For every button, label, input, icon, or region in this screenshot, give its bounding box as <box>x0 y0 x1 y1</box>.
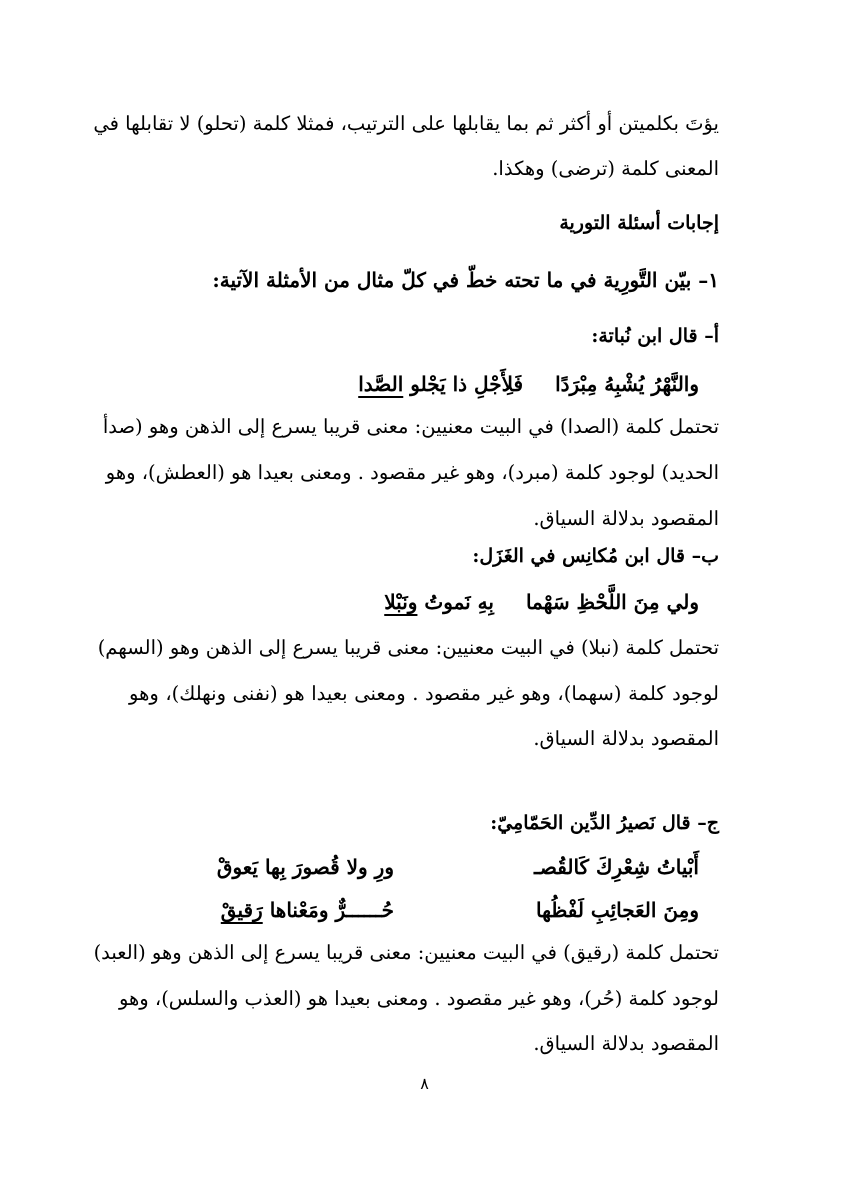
item-c-verse-1-part2: ورِ ولا قُصورَ بِها يَعوقْ <box>216 855 394 879</box>
item-b-verse <box>384 590 699 614</box>
item-a-verse-part2: فَلِأَجْلِ ذا يَجْلو <box>410 372 524 396</box>
item-b-expl-2: لوجود كلمة (سهما)، وهو غير مقصود . ومعنى بعيدا هو (نفنى ونهلك)، وهو <box>129 682 719 705</box>
item-b-expl-1: تحتمل كلمة (نبلا) في البيت معنيين: معنى قريبا يسرع إلى الذهن وهو (السهم) <box>97 636 719 659</box>
question-1: ١– بيّن التَّورِية في ما تحته خطّ في كلّ مثال من الأمثلة الآتية: <box>212 268 719 292</box>
page-number: ٨ <box>420 1074 429 1093</box>
item-a-underlined-word: الصَّدا <box>358 372 404 396</box>
item-b-underlined-word: ونَبْلا <box>384 590 418 614</box>
item-c-underlined-word: رَقيقْ <box>220 898 263 922</box>
item-b-heading: ب– قال ابن مُكانِس في الغَزَل: <box>472 545 719 567</box>
intro-line-2: المعنى كلمة (ترضى) وهكذا. <box>492 157 719 180</box>
item-c-verse-2-part1: ومِنَ العَجائِبِ لَفْظُها <box>536 898 699 922</box>
item-c-expl-2: لوجود كلمة (حُر)، وهو غير مقصود . ومعنى بعيدا هو (العذب والسلس)، وهو <box>118 987 719 1010</box>
item-a-verse-part1: والنَّهْرُ يُشْبِهُ مِبْرَدًا <box>555 372 699 396</box>
item-c-verse-2-part2 <box>221 898 394 922</box>
item-c-verse-2-text: حُــــــرٌّ ومَعْناها <box>269 898 394 922</box>
item-a-verse <box>358 372 699 396</box>
item-c-expl-1: تحتمل كلمة (رقيق) في البيت معنيين: معنى قريبا يسرع إلى الذهن وهو (العبد) <box>93 941 719 964</box>
item-c-heading: ج– قال نَصيرُ الدِّين الحَمّامِيّ: <box>490 812 719 834</box>
item-c-expl-3: المقصود بدلالة السياق. <box>533 1032 719 1055</box>
item-a-expl-3: المقصود بدلالة السياق. <box>533 507 719 530</box>
item-a-expl-1: تحتمل كلمة (الصدا) في البيت معنيين: معنى قريبا يسرع إلى الذهن وهو (صدأ <box>102 415 719 438</box>
item-b-verse-part2: بِهِ نَموتُ <box>424 590 494 614</box>
item-a-expl-2: الحديد) لوجود كلمة (مبرد)، وهو غير مقصود . ومعنى بعيدا هو (العطش)، وهو <box>105 461 719 484</box>
intro-line-1: يؤتَ بكلميتن أو أكثر ثم بما يقابلها على الترتيب، فمثلا كلمة (تحلو) لا تقابلها في <box>93 112 719 135</box>
item-a-heading: أ– قال ابن نُباتة: <box>591 325 719 347</box>
item-b-verse-part1: ولي مِنَ اللَّحْظِ سَهْما <box>525 590 699 614</box>
section-title: إجابات أسئلة التورية <box>559 212 719 234</box>
item-c-verse-1-part1: أَبْياتُ شِعْرِكَ كَالقُصـ <box>534 855 699 879</box>
item-b-expl-3: المقصود بدلالة السياق. <box>533 727 719 750</box>
